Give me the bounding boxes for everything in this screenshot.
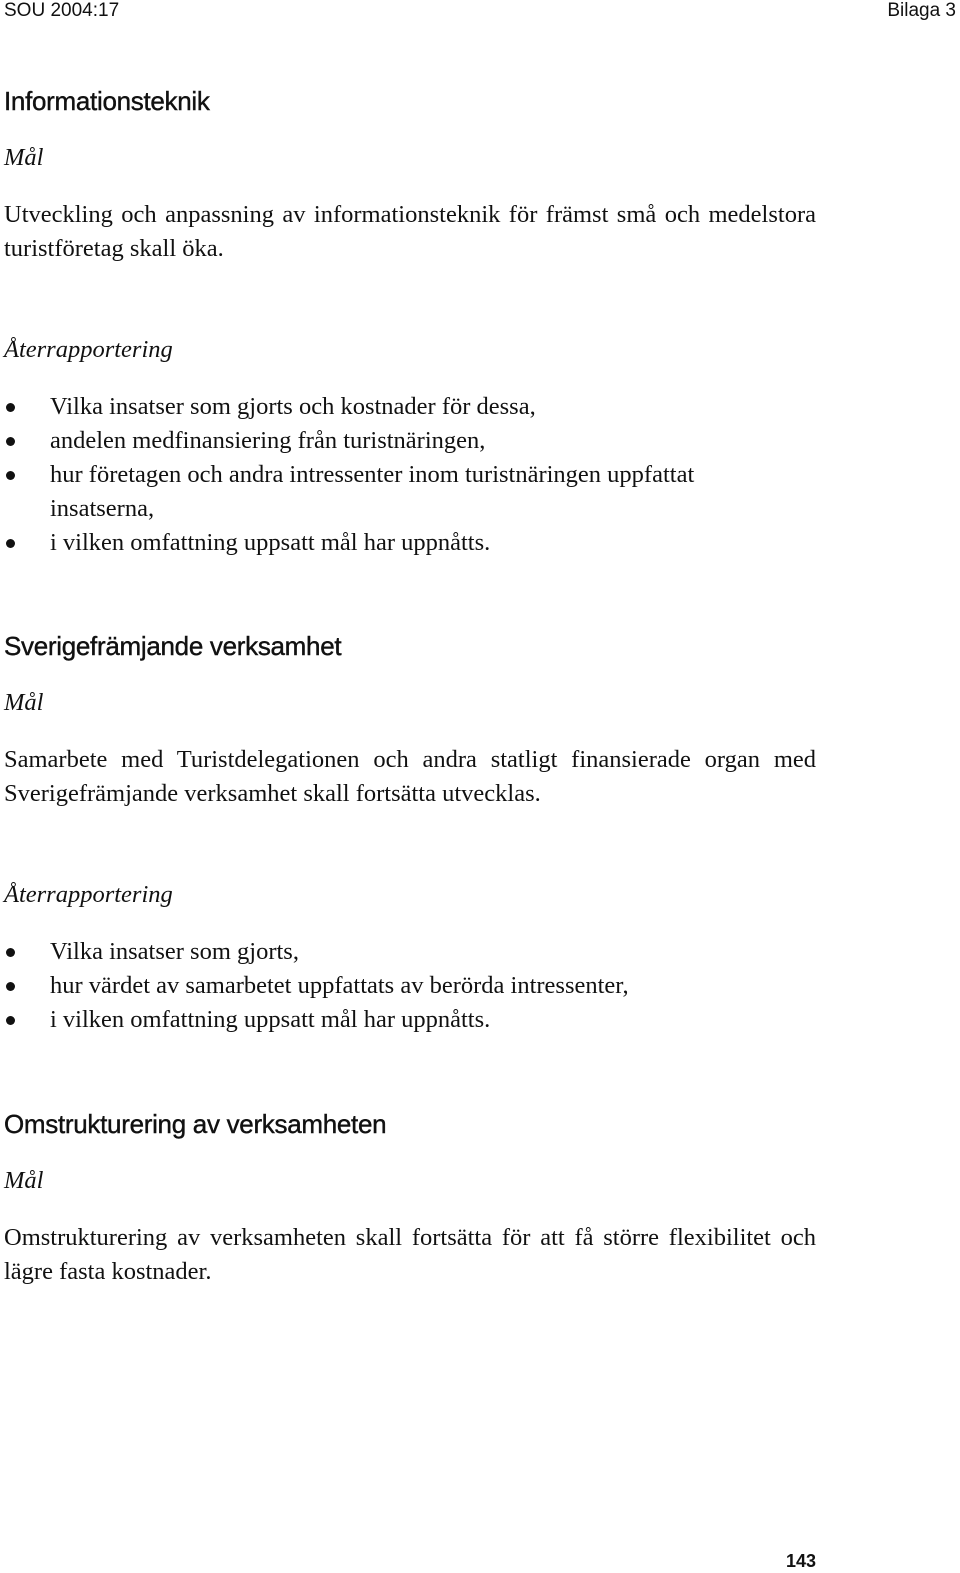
list-item: hur värdet av samarbetet uppfattats av berörda intressenter,: [4, 969, 816, 1003]
report-label: Återrapportering: [4, 881, 173, 908]
goal-label: Mål: [4, 144, 44, 171]
goal-text: Utveckling och anpassning av informationsteknik för främst små och medelstora turistföretag skall öka.: [4, 201, 816, 262]
report-label: Återrapportering: [4, 336, 173, 363]
document-reference: SOU 2004:17: [4, 0, 120, 21]
list-item: i vilken omfattning uppsatt mål har uppnåtts.: [4, 526, 816, 560]
bullet-icon: [6, 539, 15, 548]
list-item: andelen medfinansiering från turistnäringen,: [4, 424, 816, 458]
goal-label: Mål: [4, 1167, 44, 1194]
goal-text: Omstrukturering av verksamheten skall fortsätta för att få större flexibilitet och lägre fasta kostnader.: [4, 1224, 816, 1285]
goal-text: Samarbete med Turistdelegationen och andra statligt finansierade organ med Sverigefrämjande verksamhet skall fortsätta utvecklas.: [4, 746, 816, 807]
appendix-label: Bilaga 3: [887, 0, 956, 21]
section-heading: Sverigefrämjande verksamhet: [4, 631, 342, 661]
goal-label: Mål: [4, 689, 44, 716]
bullet-icon: [6, 1016, 15, 1025]
list-item: hur företagen och andra intressenter inom turistnäringen uppfattat insatserna,: [4, 458, 782, 526]
bullet-icon: [6, 948, 15, 957]
report-bullet-list: [4, 390, 816, 560]
bullet-icon: [6, 403, 15, 412]
list-item: Vilka insatser som gjorts och kostnader för dessa,: [4, 390, 816, 424]
section-sverigeframjande: [4, 631, 816, 1037]
bullet-icon: [6, 471, 15, 480]
section-heading: Omstrukturering av verksamheten: [4, 1109, 387, 1139]
section-heading: Informationsteknik: [4, 86, 210, 116]
list-item: Vilka insatser som gjorts,: [4, 935, 816, 969]
section-informationsteknik: [4, 86, 816, 560]
bullet-icon: [6, 437, 15, 446]
report-bullet-list: [4, 935, 816, 1037]
section-omstrukturering: [4, 1109, 816, 1289]
list-item: i vilken omfattning uppsatt mål har uppnåtts.: [4, 1003, 816, 1037]
page-number: 143: [785, 1551, 816, 1571]
bullet-icon: [6, 982, 15, 991]
